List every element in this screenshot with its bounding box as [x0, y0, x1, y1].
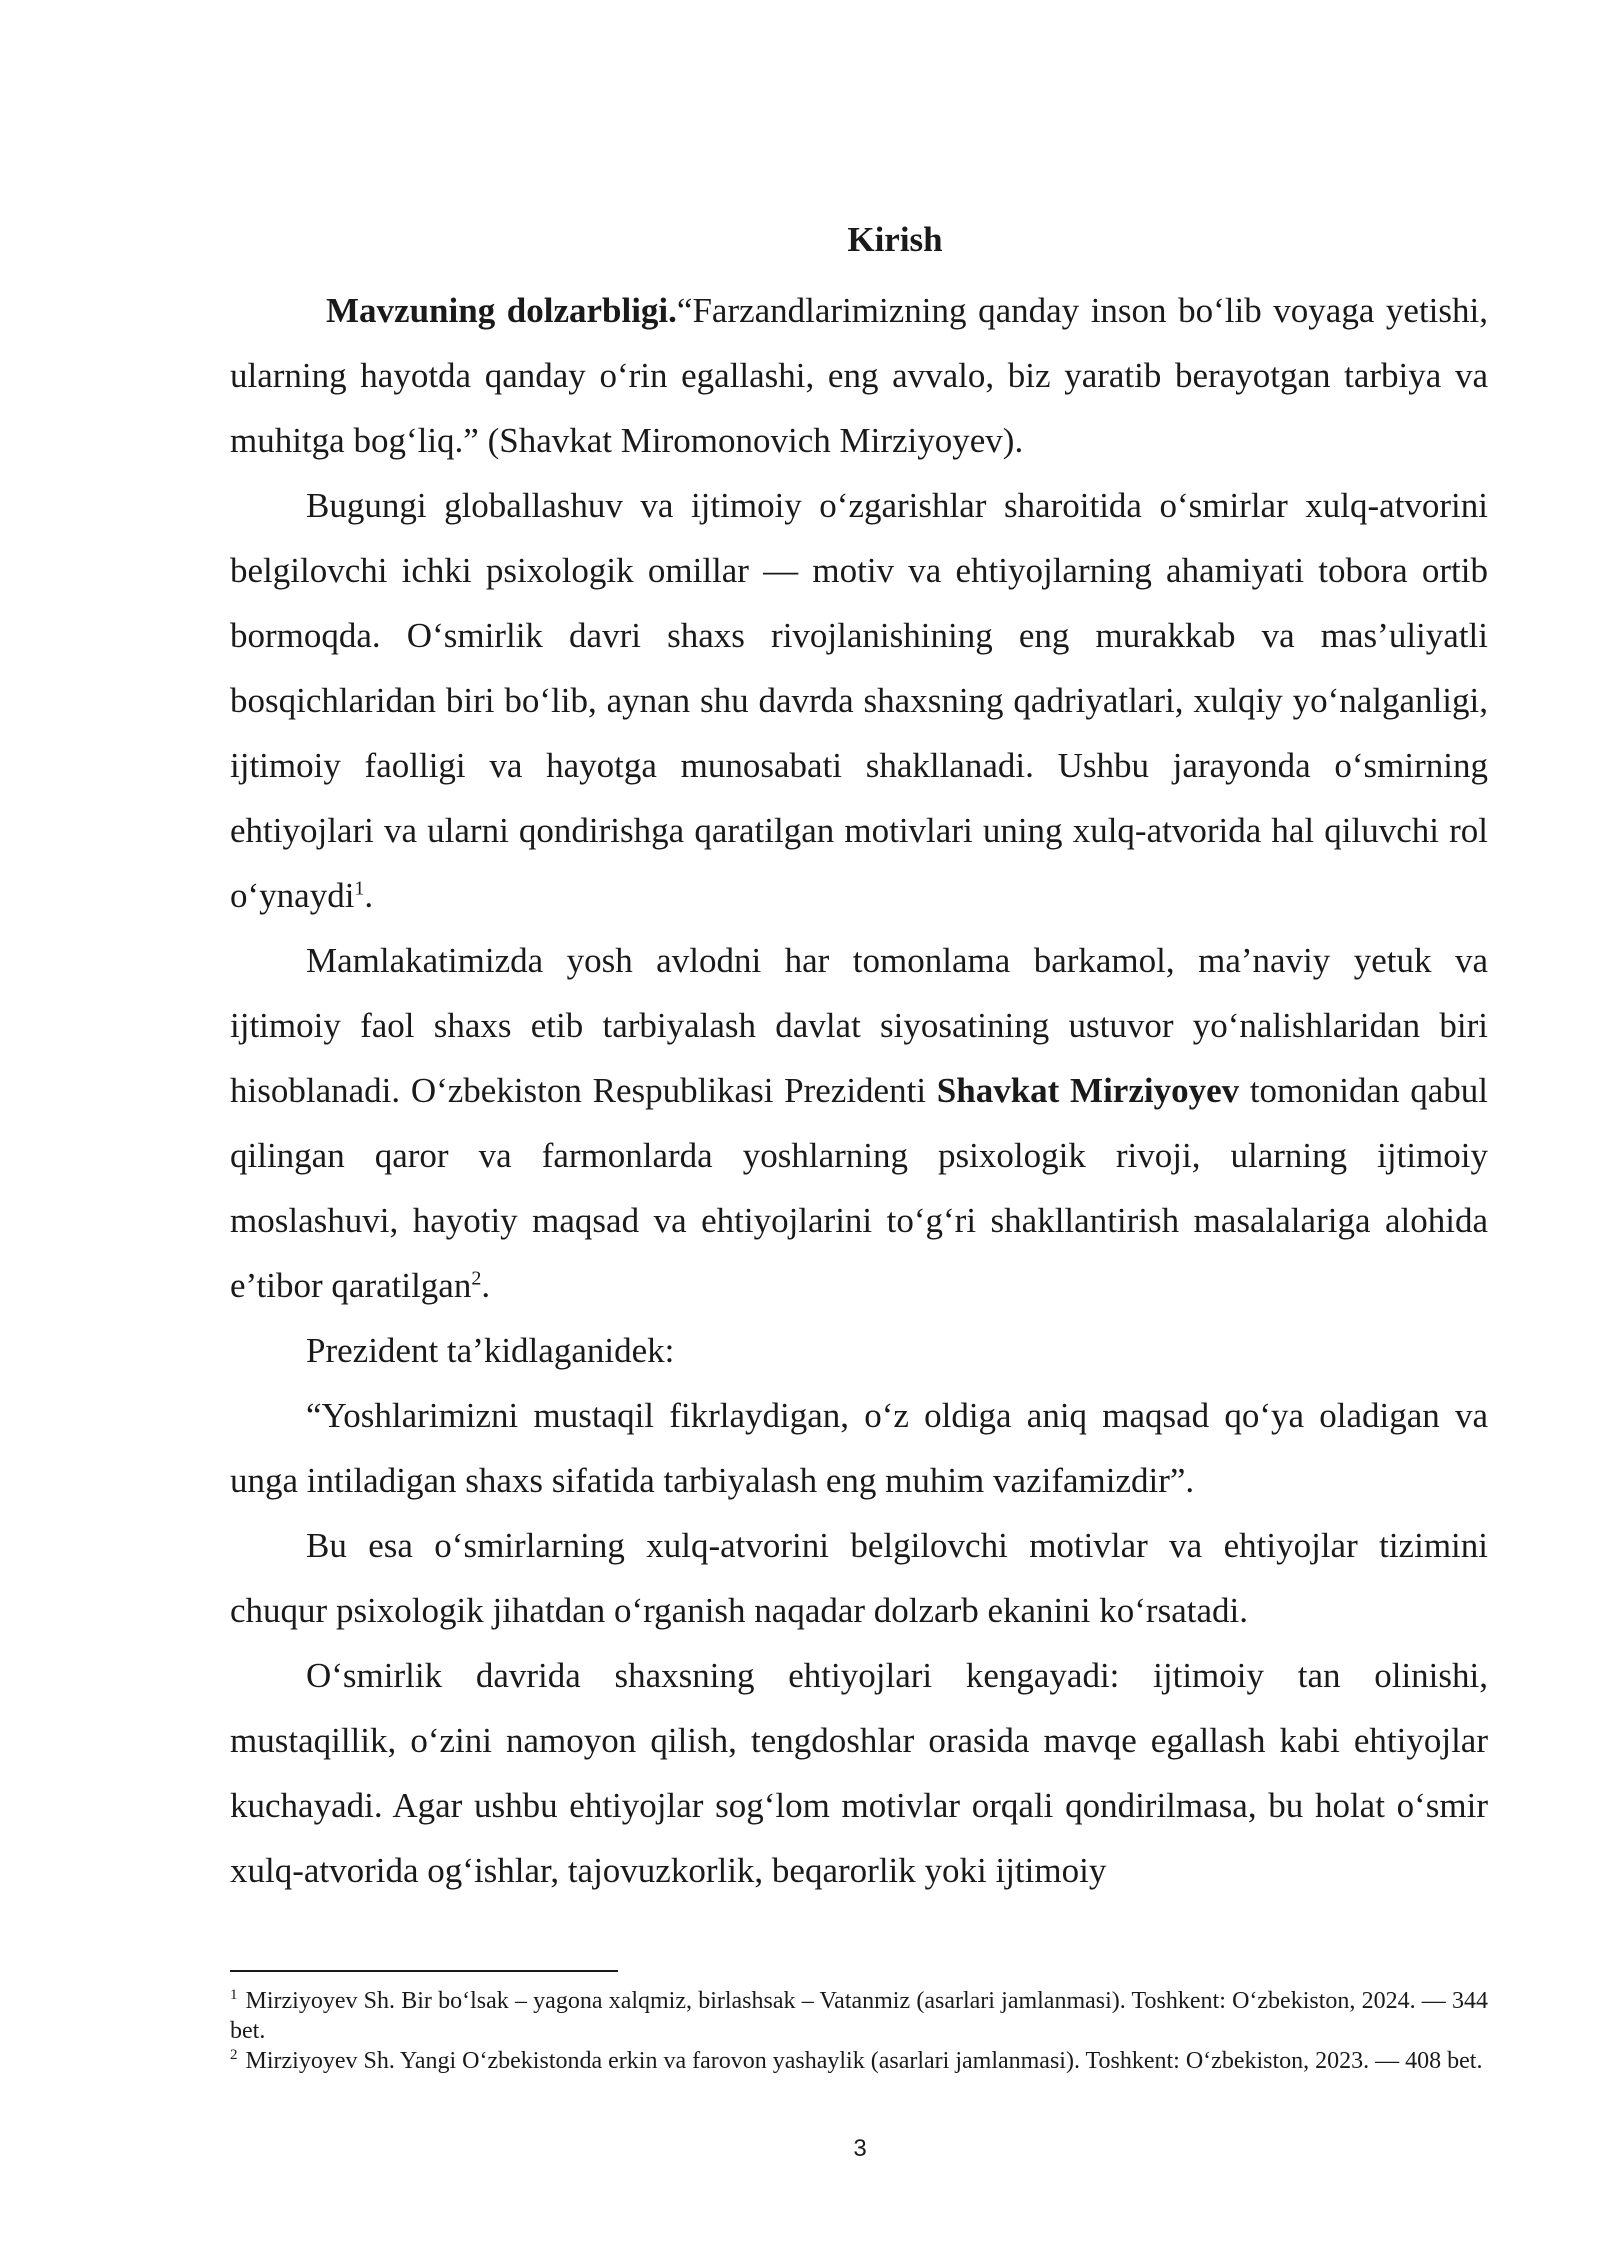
paragraph-text: tomonidan qabul qilingan qaror va farmonlarda yoshlarning psixologik rivoji, ularning ijtimoiy moslashuvi, hayotiy maqsad va ehtiyojlarini to‘g‘ri shakllantirish masalalariga alohida e’tibor qaratilgan [230, 1071, 1489, 1305]
paragraph-text: Mamlakatimizda yosh avlodni har tomonlama barkamol, ma’naviy yetuk va ijtimoiy faol shaxs etib tarbiyalash davlat siyosatining ustuvor yo‘nalishlaridan biri hisoblanadi. O‘zbekiston Respublikasi Prezidenti [230, 941, 1488, 1110]
footnotes [230, 1986, 1488, 2076]
paragraph-text: Bugungi globallashuv va ijtimoiy o‘zgarishlar sharoitida o‘smirlar xulq-atvorini belgilovchi ichki psixologik omillar — motiv va ehtiyojlarning ahamiyati tobora ortib bormoqda. O‘smirlik davri shaxs rivojlanishining eng murakkab va mas’uliyatli bosqichlaridan biri bo‘lib, aynan shu davrda shaxsning qadriyatlari, xulqiy yo‘nalganligi, ijtimoiy faolligi va hayotga munosabati shakllanadi. Ushbu jarayonda o‘smirning ehtiyojlari va ularni qondirishga qaratilgan motivlari uning xulq-atvorida hal qiluvchi rol o‘ynaydi [230, 486, 1488, 915]
footnote-mark: 2 [230, 2047, 238, 2063]
paragraph-adolescence-needs: O‘smirlik davrida shaxsning ehtiyojlari kengayadi: ijtimoiy tan olinishi, mustaqillik, o‘zini namoyon qilish, tengdoshlar orasida mavqe egallash kabi ehtiyojlar kuchayadi. Agar ushbu ehtiyojlar sog‘lom motivlar orqali qondirilmasa, bu holat o‘smir xulq-atvorida og‘ishlar, tajovuzkorlik, beqarorlik yoki ijtimoiy [230, 1656, 1488, 1890]
footnote-item [230, 2046, 1488, 2076]
footnote-reference[interactable]: 2 [471, 1267, 482, 1290]
paragraph-state-policy: Mamlakatimizda yosh avlodni har tomonlama barkamol, ma’naviy yetuk va ijtimoiy faol shaxs etib tarbiyalash davlat siyosatining ustuvor yo‘nalishlaridan biri hisoblanadi. O‘zbekiston Respublikasi Prezidenti Shavkat Mirziyoyev tomonidan qabul qilingan qaror va farmonlarda yoshlarning psixologik rivoji, ularning ijtimoiy moslashuvi, hayotiy maqsad va ehtiyojlarini to‘g‘ri shakllantirish masalalariga alohida e’tibor qaratilgan$^2$. [230, 941, 1489, 1305]
page-number: 3 [853, 2135, 867, 2162]
president-name: Shavkat Mirziyoyev [936, 1071, 1240, 1110]
paragraph-conclusion: Bu esa o‘smirlarning xulq-atvorini belgilovchi motivlar va ehtiyojlar tizimini chuqur psixologik jihatdan o‘rganish naqadar dolzarb ekanini ko‘rsatadi. [230, 1526, 1488, 1630]
footnote-mark: 1 [230, 1987, 238, 2003]
paragraph-relevance [230, 278, 1488, 473]
paragraph-text: “Farzandlarimizning qanday inson bo‘lib voyaga yetishi, ularning hayotda qanday o‘rin egallashi, eng avvalo, biz yaratib berayotgan tarbiya va muhitga bog‘liq.” (Shavkat Miromonovich Mirziyoyev). [230, 291, 1488, 460]
footnote-text: Mirziyoyev Sh. Bir bo‘lsak – yagona xalqmiz, birlashsak – Vatanmiz (asarlari jamlanmasi). Toshkent: O‘zbekiston, 2024. — 344 bet. [230, 1988, 1488, 2044]
paragraph-quote: “Yoshlarimizni mustaqil fikrlaydigan, o‘z oldiga aniq maqsad qo‘ya oladigan va unga intiladigan shaxs sifatida tarbiyalash eng muhim vazifamizdir”. [230, 1396, 1488, 1500]
paragraph-globalization: Bugungi globallashuv va ijtimoiy o‘zgarishlar sharoitida o‘smirlar xulq-atvorini belgilovchi ichki psixologik omillar — motiv va ehtiyojlarning ahamiyati tobora ortib bormoqda. O‘smirlik davri shaxs rivojlanishining eng murakkab va mas’uliyatli bosqichlaridan biri bo‘lib, aynan shu davrda shaxsning qadriyatlari, xulqiy yo‘nalganligi, ijtimoiy faolligi va hayotga munosabati shakllanadi. Ushbu jarayonda o‘smirning ehtiyojlari va ularni qondirishga qaratilgan motivlari uning xulq-atvorida hal qiluvchi rol o‘ynaydi$^1$. [230, 486, 1488, 915]
footnote-reference[interactable]: 1 [354, 877, 365, 900]
page-title: Kirish [847, 220, 943, 259]
footnote-item [230, 1986, 1488, 2046]
paragraph-president-noted: Prezident ta’kidlaganidek: [306, 1331, 675, 1370]
paragraph-lead: Mavzuning dolzarbligi. [326, 291, 677, 330]
footnote-separator [230, 1970, 618, 1972]
body-text [230, 278, 1488, 1903]
footnote-text: Mirziyoyev Sh. Yangi O‘zbekistonda erkin va farovon yashaylik (asarlari jamlanmasi). Toshkent: O‘zbekiston, 2023. — 408 bet. [245, 2048, 1483, 2074]
